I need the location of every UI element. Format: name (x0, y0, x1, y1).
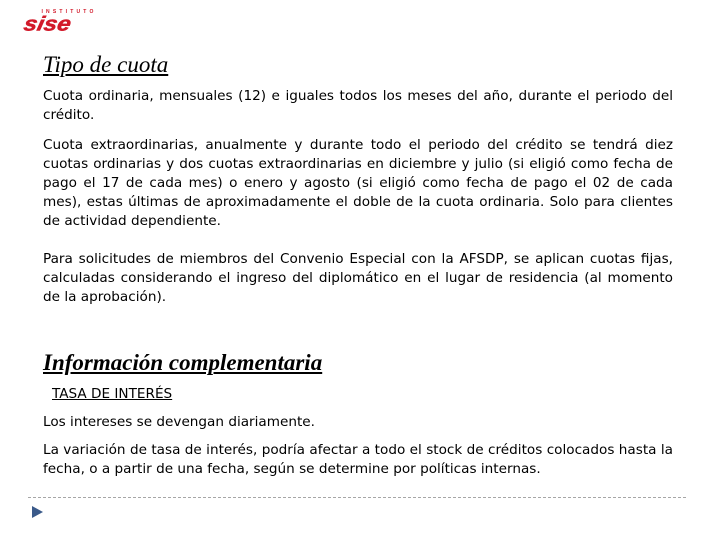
subtitle-tasa-de-interes: TASA DE INTERÉS (52, 386, 173, 402)
logo-wordmark: sise (21, 12, 74, 36)
triangle-right-icon[interactable] (30, 505, 44, 519)
sise-logo (21, 9, 108, 39)
paragraph-variacion-tasa: La variación de tasa de interés, podría afectar a todo el stock de créditos colocados hasta la fecha, o a partir de una fecha, según se determine por políticas internas. (43, 442, 673, 477)
paragraph-convenio-afsdp: Para solicitudes de miembros del Convenio Especial con la AFSDP, se aplican cuotas fijas, calculadas considerando el ingreso del diplomático en el lugar de residencia (al momento de la aprobación). (43, 251, 673, 305)
footer-divider (28, 497, 686, 498)
section-title-informacion-complementaria: Información complementaria (43, 350, 323, 375)
logo-tagline: INSTITUTO (41, 9, 97, 15)
section-title-tipo-de-cuota: Tipo de cuota (43, 52, 169, 77)
paragraph-cuota-extraordinaria: Cuota extraordinarias, anualmente y durante todo el periodo del crédito se tendrá diez cuotas ordinarias y dos cuotas extraordinarias en diciembre y julio (si eligió como fecha de pago el 17 de cada mes) o enero y agosto (si eligió como fecha de pago el 02 de cada mes), estas últimas de aproximadamente el doble de la cuota ordinaria. Solo para clientes de actividad dependiente. (43, 137, 673, 229)
paragraph-cuota-ordinaria: Cuota ordinaria, mensuales (12) e iguales todos los meses del año, durante el periodo del crédito. (43, 88, 673, 123)
paragraph-intereses-diarios: Los intereses se devengan diariamente. (43, 414, 315, 430)
